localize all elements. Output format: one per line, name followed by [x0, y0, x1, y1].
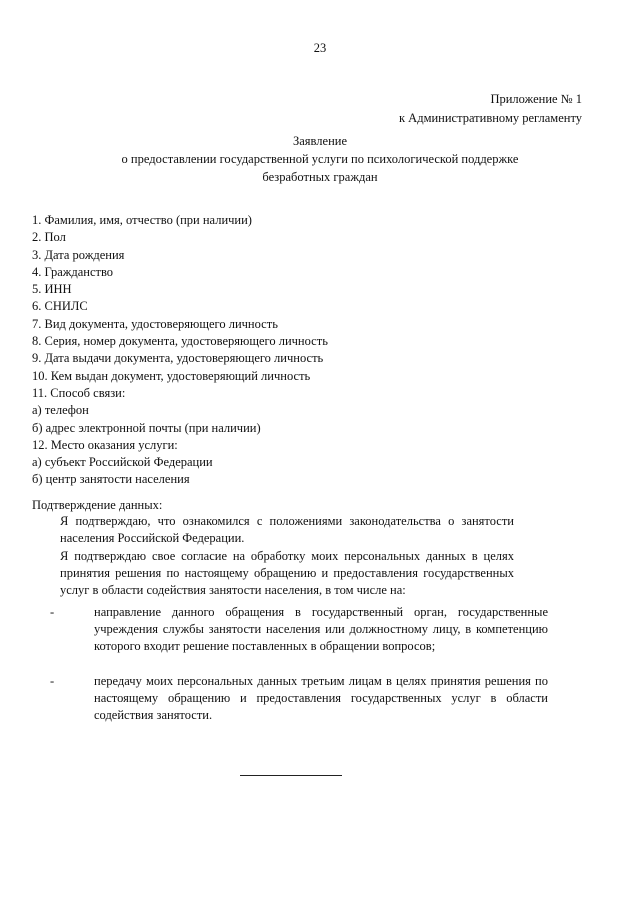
field-item: 11. Способ связи: [32, 385, 126, 400]
field-item: 7. Вид документа, удостоверяющего личность [32, 316, 278, 331]
bullet-text: направление данного обращения в государственный орган, государственные учреждения службы занятости населения или должностному лицу, в компетенцию которого входит решение поставленных в обращении вопросов; [94, 605, 548, 653]
field-item: 4. Гражданство [32, 264, 114, 279]
title-line-2: о предоставлении государственной услуги по психологической поддержке [121, 152, 519, 166]
bullet-dash: - [50, 674, 55, 688]
confirmation-paragraph-1: Я подтверждаю, что ознакомился с положениями законодательства о занятости населения Российской Федерации. [60, 514, 514, 545]
field-item: 2. Пол [32, 230, 66, 245]
field-item: б) адрес электронной почты (при наличии) [32, 420, 261, 435]
field-item: а) телефон [32, 403, 89, 418]
field-item: 3. Дата рождения [32, 247, 125, 262]
confirmation-paragraph-2: Я подтверждаю свое согласие на обработку моих персональных данных в целях принятия решения по настоящему обращению и предоставления государственных услуг в области содействия занятости населения, в том числе на: [60, 549, 514, 597]
bullet-text: передачу моих персональных данных третьим лицам в целях принятия решения по настоящему обращению и предоставления государственных услуг в области содействия занятости. [94, 674, 548, 722]
page-number: 23 [313, 41, 327, 55]
bullet-dash: - [50, 605, 55, 619]
field-item: 8. Серия, номер документа, удостоверяющего личность [32, 334, 328, 349]
field-item: 5. ИНН [32, 282, 72, 297]
field-item: 9. Дата выдачи документа, удостоверяющего личность [32, 351, 324, 366]
field-item: 10. Кем выдан документ, удостоверяющий личность [32, 368, 311, 383]
closing-rule [240, 775, 342, 776]
field-item: 6. СНИЛС [32, 299, 88, 314]
field-list [32, 212, 592, 489]
appendix-line-1: Приложение № 1 [490, 92, 582, 106]
field-item: 1. Фамилия, имя, отчество (при наличии) [32, 213, 252, 227]
title-line-1: Заявление [292, 134, 347, 148]
field-item: б) центр занятости населения [32, 472, 190, 487]
title-line-3: безработных граждан [262, 170, 378, 184]
appendix-line-2: к Административному регламенту [398, 111, 582, 125]
field-item: 12. Место оказания услуги: [32, 437, 178, 452]
confirmation-heading: Подтверждение данных: [32, 498, 163, 512]
document-title [40, 132, 600, 186]
field-item: а) субъект Российской Федерации [32, 455, 213, 470]
appendix-header [399, 90, 582, 128]
